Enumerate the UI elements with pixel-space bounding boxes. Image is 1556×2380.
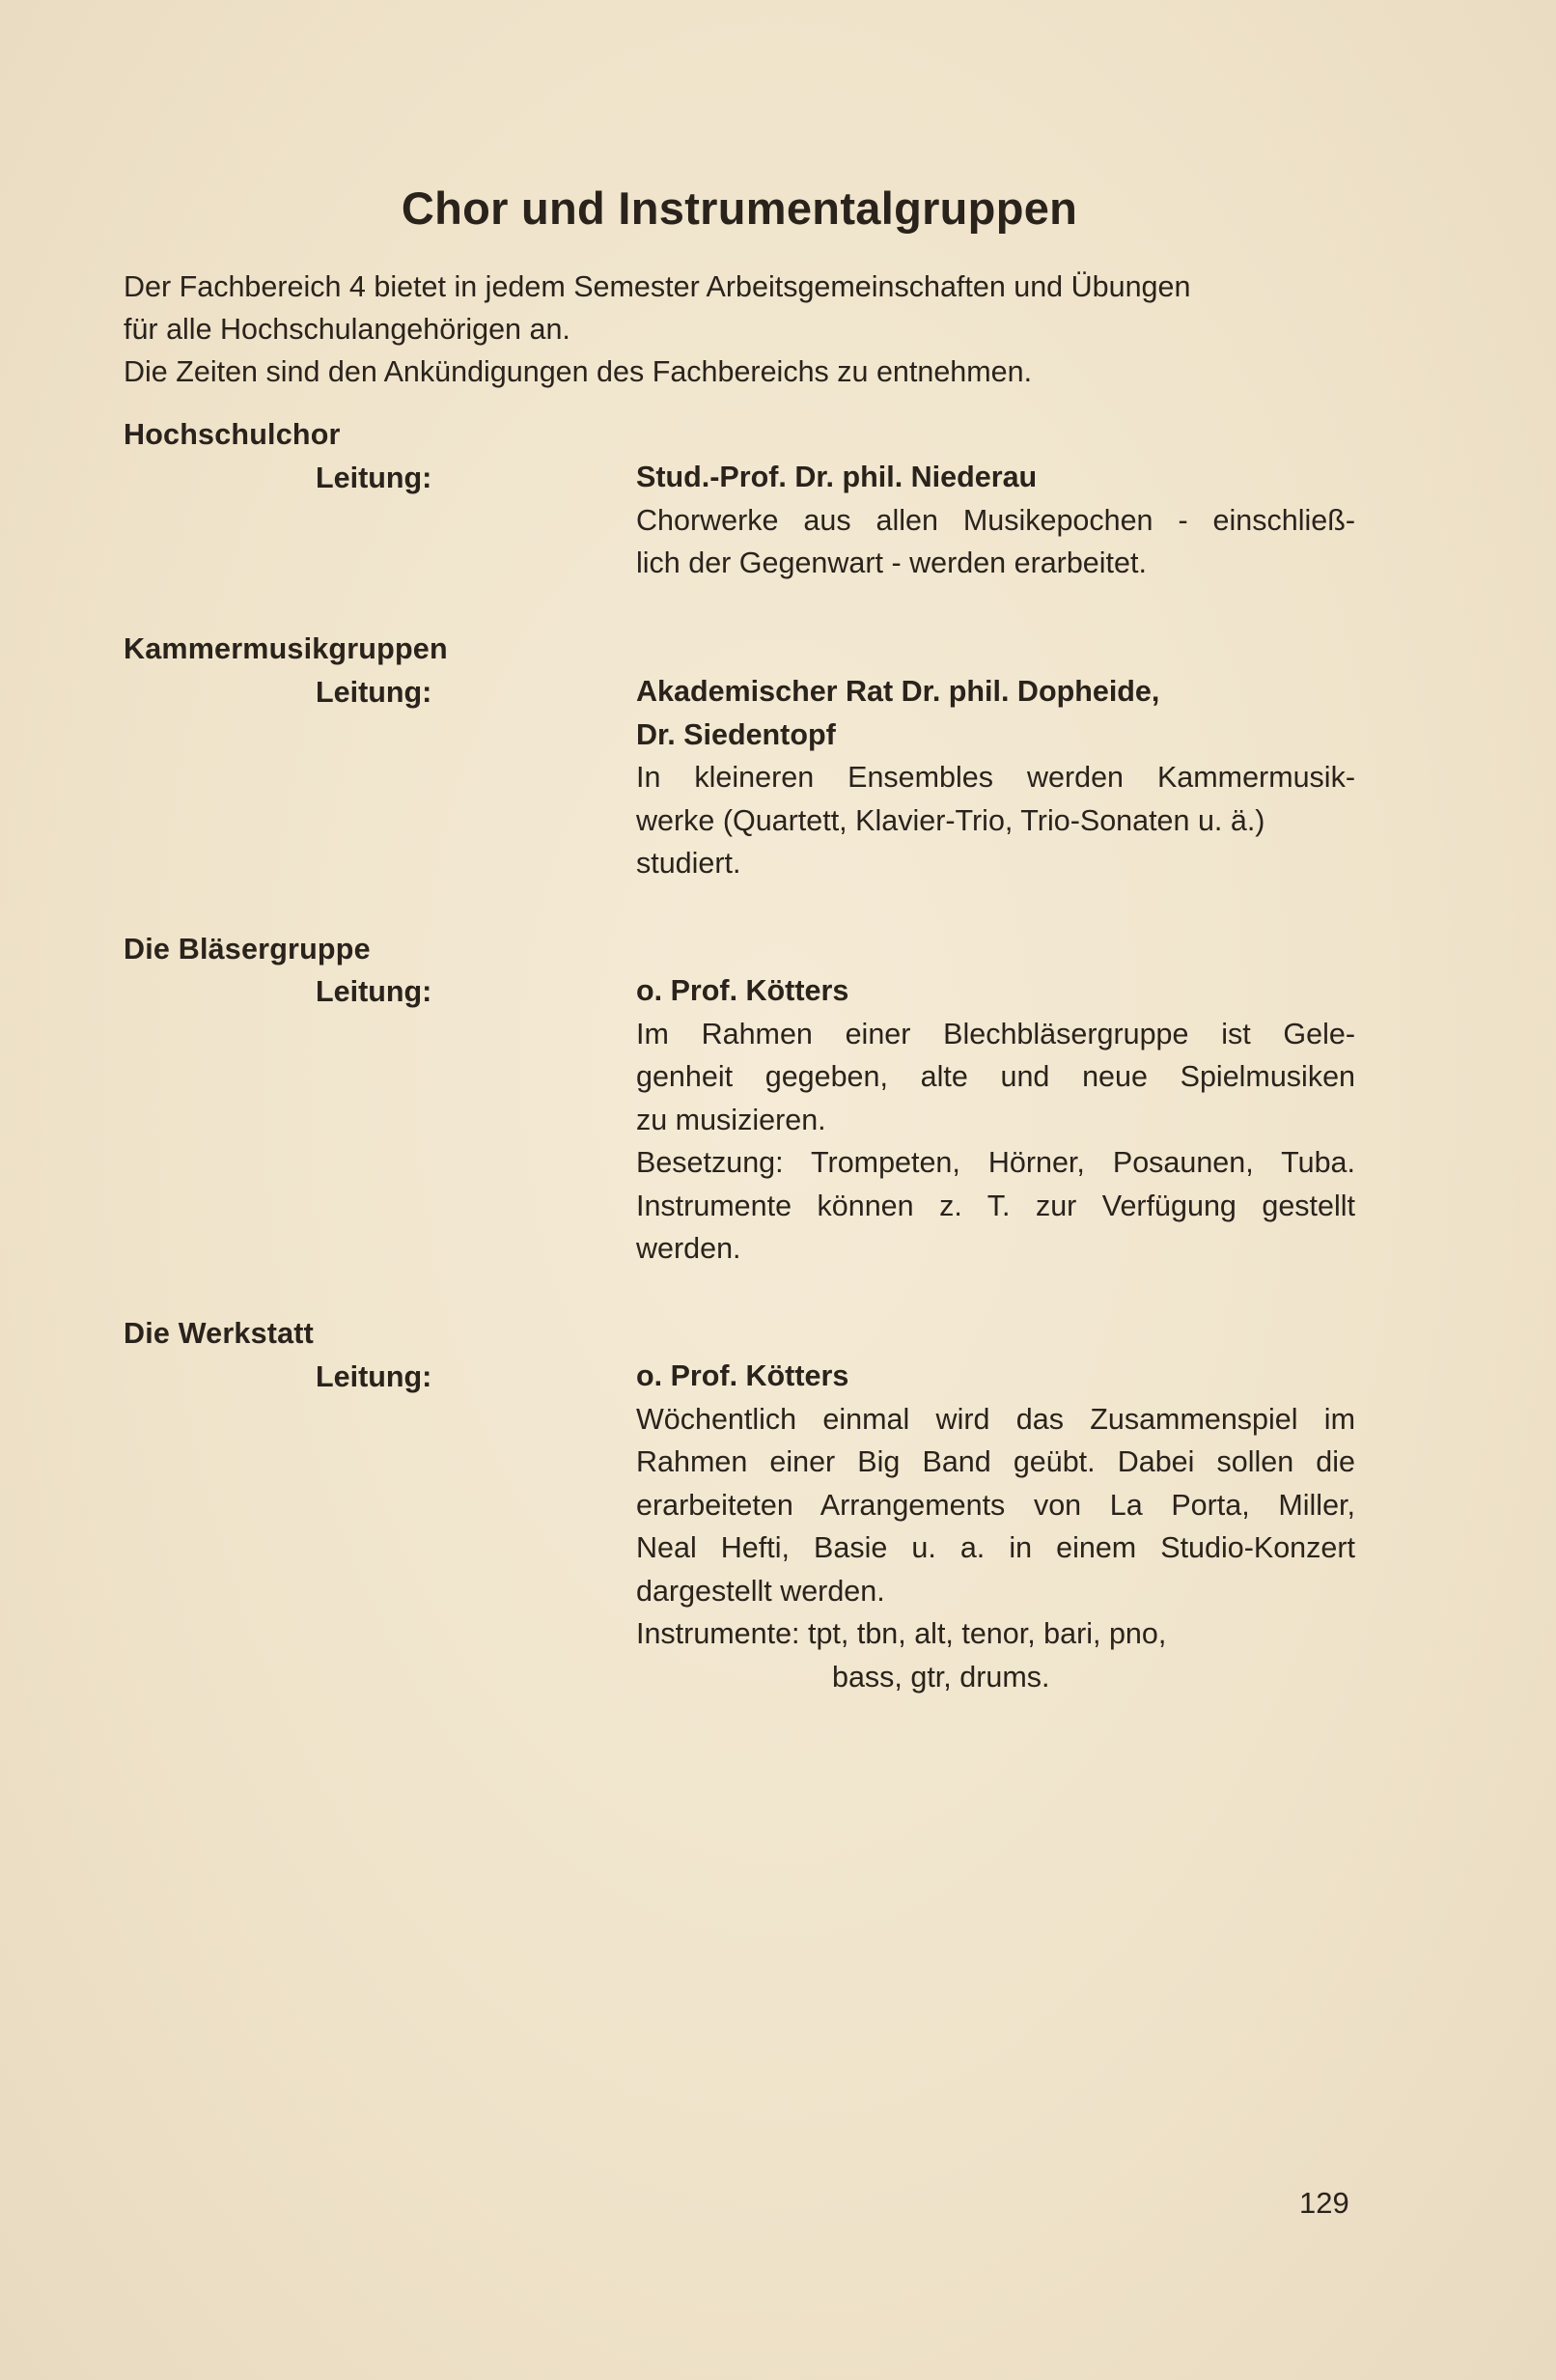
section-title-kammermusikgruppen: Kammermusikgruppen (124, 632, 448, 665)
intro-line: Die Zeiten sind den Ankündigungen des Fachbereichs zu entnehmen. (124, 355, 1033, 388)
page-title: Chor und Instrumentalgruppen (401, 182, 1078, 234)
description-line: In kleineren Ensembles werden Kammermusik- (636, 761, 1355, 794)
description-line: dargestellt werden. (636, 1574, 885, 1608)
leitung-label: Leitung: (316, 1360, 432, 1393)
description-line: werden. (636, 1232, 741, 1265)
intro-paragraph (124, 266, 1378, 393)
leader-name: o. Prof. Kötters (636, 1359, 849, 1392)
page-number: 129 (1299, 2186, 1349, 2220)
section-details-blaesergruppe (636, 969, 1355, 1271)
section-details-kammermusikgruppen (636, 670, 1355, 885)
description-line: Chorwerke aus allen Musikepochen - einschließ- (636, 503, 1355, 537)
section-title-blaesergruppe: Die Bläsergruppe (124, 933, 371, 966)
description-line: Wöchentlich einmal wird das Zusammenspiel im (636, 1402, 1355, 1436)
leader-name: Akademischer Rat Dr. phil. Dopheide, (636, 675, 1160, 708)
leader-name: Dr. Siedentopf (636, 717, 836, 751)
intro-line: Der Fachbereich 4 bietet in jedem Semester Arbeitsgemeinschaften und Übungen (124, 270, 1191, 303)
description-line: Instrumente können z. T. zur Verfügung gestellt (636, 1189, 1355, 1222)
description-line: bass, gtr, drums. (832, 1660, 1050, 1694)
section-title-werkstatt: Die Werkstatt (124, 1317, 314, 1350)
section-details-werkstatt (636, 1355, 1355, 1698)
description-line: Im Rahmen einer Blechbläsergruppe ist Gele- (636, 1017, 1355, 1050)
description-line: genheit gegeben, alte und neue Spielmusiken (636, 1060, 1355, 1093)
section-title-hochschulchor: Hochschulchor (124, 418, 341, 451)
description-line: lich der Gegenwart - werden erarbeitet. (636, 546, 1147, 579)
leitung-label: Leitung: (316, 975, 432, 1008)
description-line: erarbeiteten Arrangements von La Porta, Miller, (636, 1488, 1355, 1522)
section-details-hochschulchor (636, 456, 1355, 585)
description-line: zu musizieren. (636, 1103, 826, 1136)
description-line: Instrumente: tpt, tbn, alt, tenor, bari, pno, (636, 1617, 1167, 1650)
description-line: Neal Hefti, Basie u. a. in einem Studio-Konzert (636, 1531, 1355, 1564)
description-line: Rahmen einer Big Band geübt. Dabei sollen die (636, 1445, 1355, 1478)
description-line: studiert. (636, 847, 741, 880)
description-line: werke (Quartett, Klavier-Trio, Trio-Sonaten u. ä.) (636, 803, 1265, 837)
leader-name: Stud.-Prof. Dr. phil. Niederau (636, 461, 1038, 493)
leitung-label: Leitung: (316, 676, 432, 709)
leitung-label: Leitung: (316, 462, 432, 494)
leader-name: o. Prof. Kötters (636, 974, 849, 1007)
description-line: Besetzung: Trompeten, Hörner, Posaunen, Tuba. (636, 1146, 1355, 1179)
intro-line: für alle Hochschulangehörigen an. (124, 313, 570, 346)
